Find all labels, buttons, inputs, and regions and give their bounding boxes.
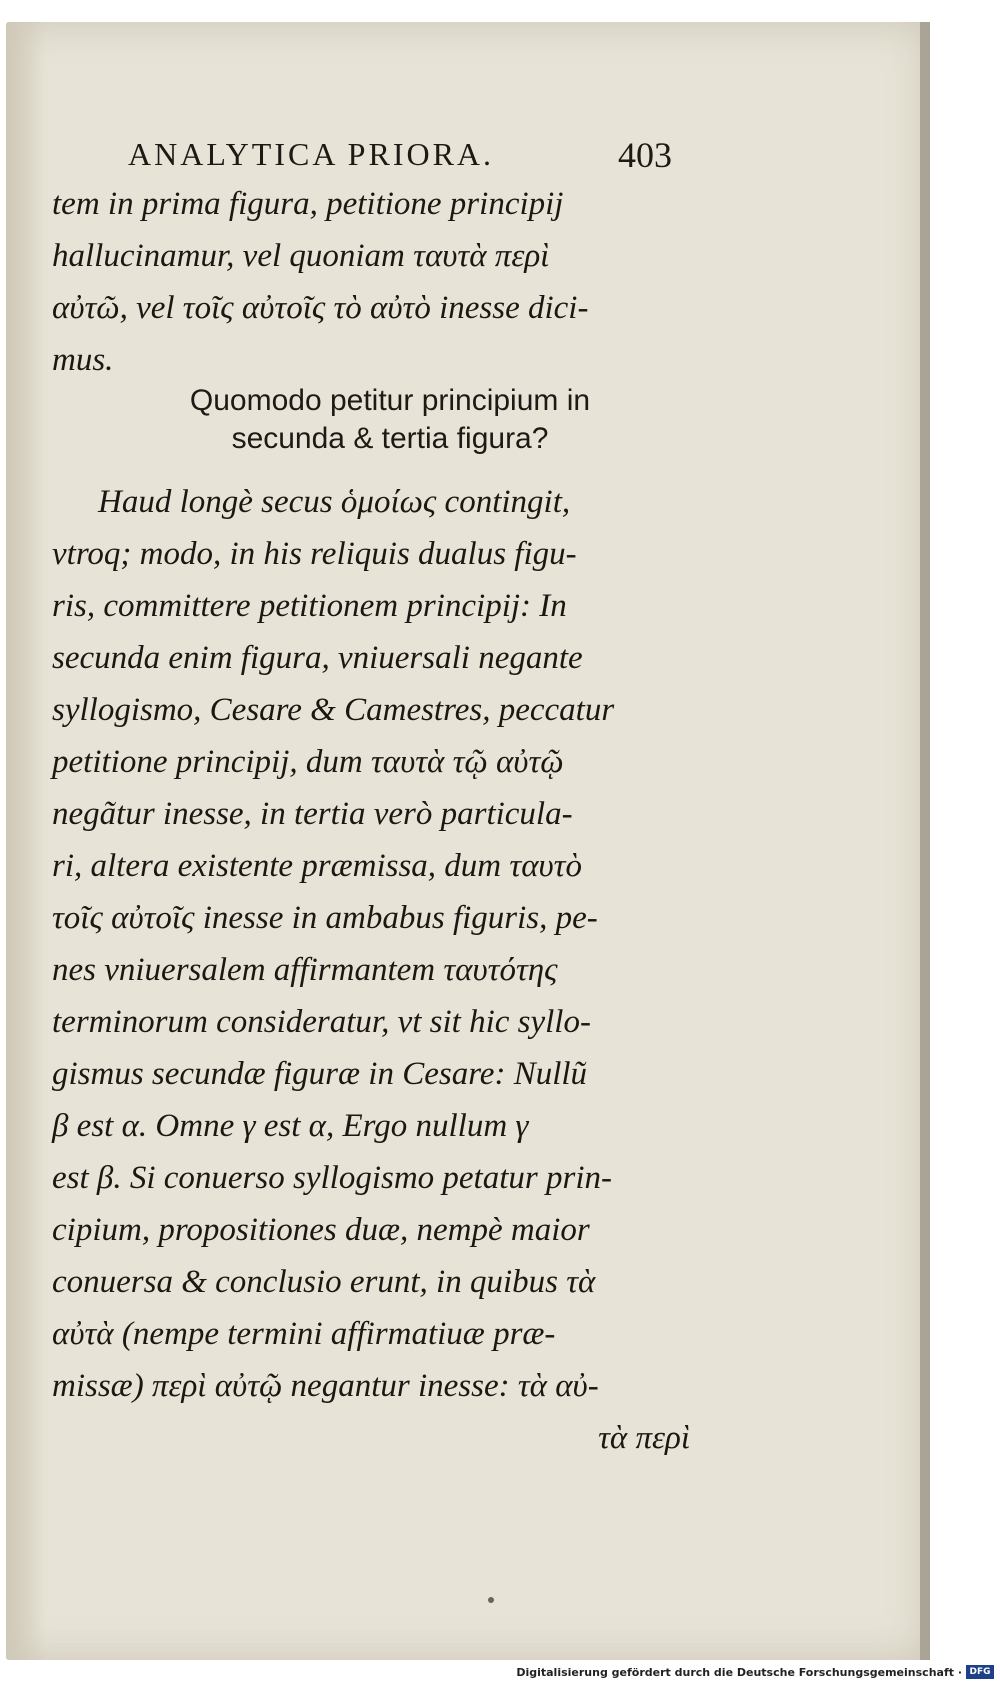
running-head: ANALYTICA PRIORA. bbox=[128, 136, 495, 172]
heading-line: Quomodo petitur principium in bbox=[189, 384, 591, 417]
text-line: αὐτὰ (nempe termini affirmatiuæ præ- bbox=[52, 1316, 556, 1352]
dfg-logo: DFG bbox=[966, 1665, 994, 1679]
text-line: β est α. Omne γ est α, Ergo nullum γ bbox=[52, 1108, 529, 1144]
page-fore-edge bbox=[920, 22, 930, 1660]
text-line: ris, committere petitionem principij: In bbox=[52, 588, 567, 624]
text-line: Haud longè secus ὁμοίως contingit, bbox=[98, 484, 571, 520]
text-line: terminorum consideratur, vt sit hic syllo- bbox=[52, 1004, 591, 1040]
paragraph-2 bbox=[52, 476, 692, 1464]
credit-bar bbox=[0, 1660, 1000, 1685]
text-line: gismus secundæ figuræ in Cesare: Nullũ bbox=[52, 1056, 588, 1092]
page-gutter-shadow bbox=[6, 22, 46, 1660]
page-number: 403 bbox=[618, 135, 672, 175]
paragraph-1 bbox=[52, 178, 692, 386]
text-line: vtroq; modo, in his reliquis dualus figu- bbox=[52, 536, 577, 572]
catchword: τὰ περὶ bbox=[598, 1420, 690, 1456]
text-line: mus. bbox=[52, 342, 114, 378]
ink-mark bbox=[488, 1597, 494, 1603]
text-line: syllogismo, Cesare & Camestres, peccatur bbox=[52, 692, 615, 728]
heading-line: secunda & tertia figura? bbox=[231, 422, 549, 455]
page-header bbox=[128, 136, 688, 180]
text-line: tem in prima figura, petitione principij bbox=[52, 186, 564, 222]
text-line: αὐτῶ, vel τοῖς αὐτοῖς τὸ αὐτὸ inesse dici- bbox=[52, 290, 589, 326]
text-line: nes vniuersalem affirmantem ταυτότης bbox=[52, 952, 558, 988]
text-line: conuersa & conclusio erunt, in quibus τὰ bbox=[52, 1264, 596, 1300]
text-line: missæ) περὶ αὐτῷ negantur inesse: τὰ αὐ- bbox=[52, 1368, 599, 1404]
text-line: cipium, propositiones duæ, nempè maior bbox=[52, 1212, 590, 1248]
credit-text: Digitalisierung gefördert durch die Deutsche Forschungsgemeinschaft · bbox=[516, 1666, 962, 1679]
text-line: hallucinamur, vel quoniam ταυτὰ περὶ bbox=[52, 238, 550, 274]
text-line: petitione principij, dum ταυτὰ τῷ αὐτῷ bbox=[52, 744, 564, 780]
text-line: secunda enim figura, vniuersali negante bbox=[52, 640, 583, 676]
section-heading bbox=[110, 382, 670, 458]
text-line: negãtur inesse, in tertia verò particula- bbox=[52, 796, 573, 832]
scan-margin bbox=[930, 0, 1000, 1685]
text-line: ri, altera existente præmissa, dum ταυτὸ bbox=[52, 848, 582, 884]
text-line: τοῖς αὐτοῖς inesse in ambabus figuris, pe- bbox=[52, 900, 598, 936]
text-line: est β. Si conuerso syllogismo petatur prin- bbox=[52, 1160, 612, 1196]
